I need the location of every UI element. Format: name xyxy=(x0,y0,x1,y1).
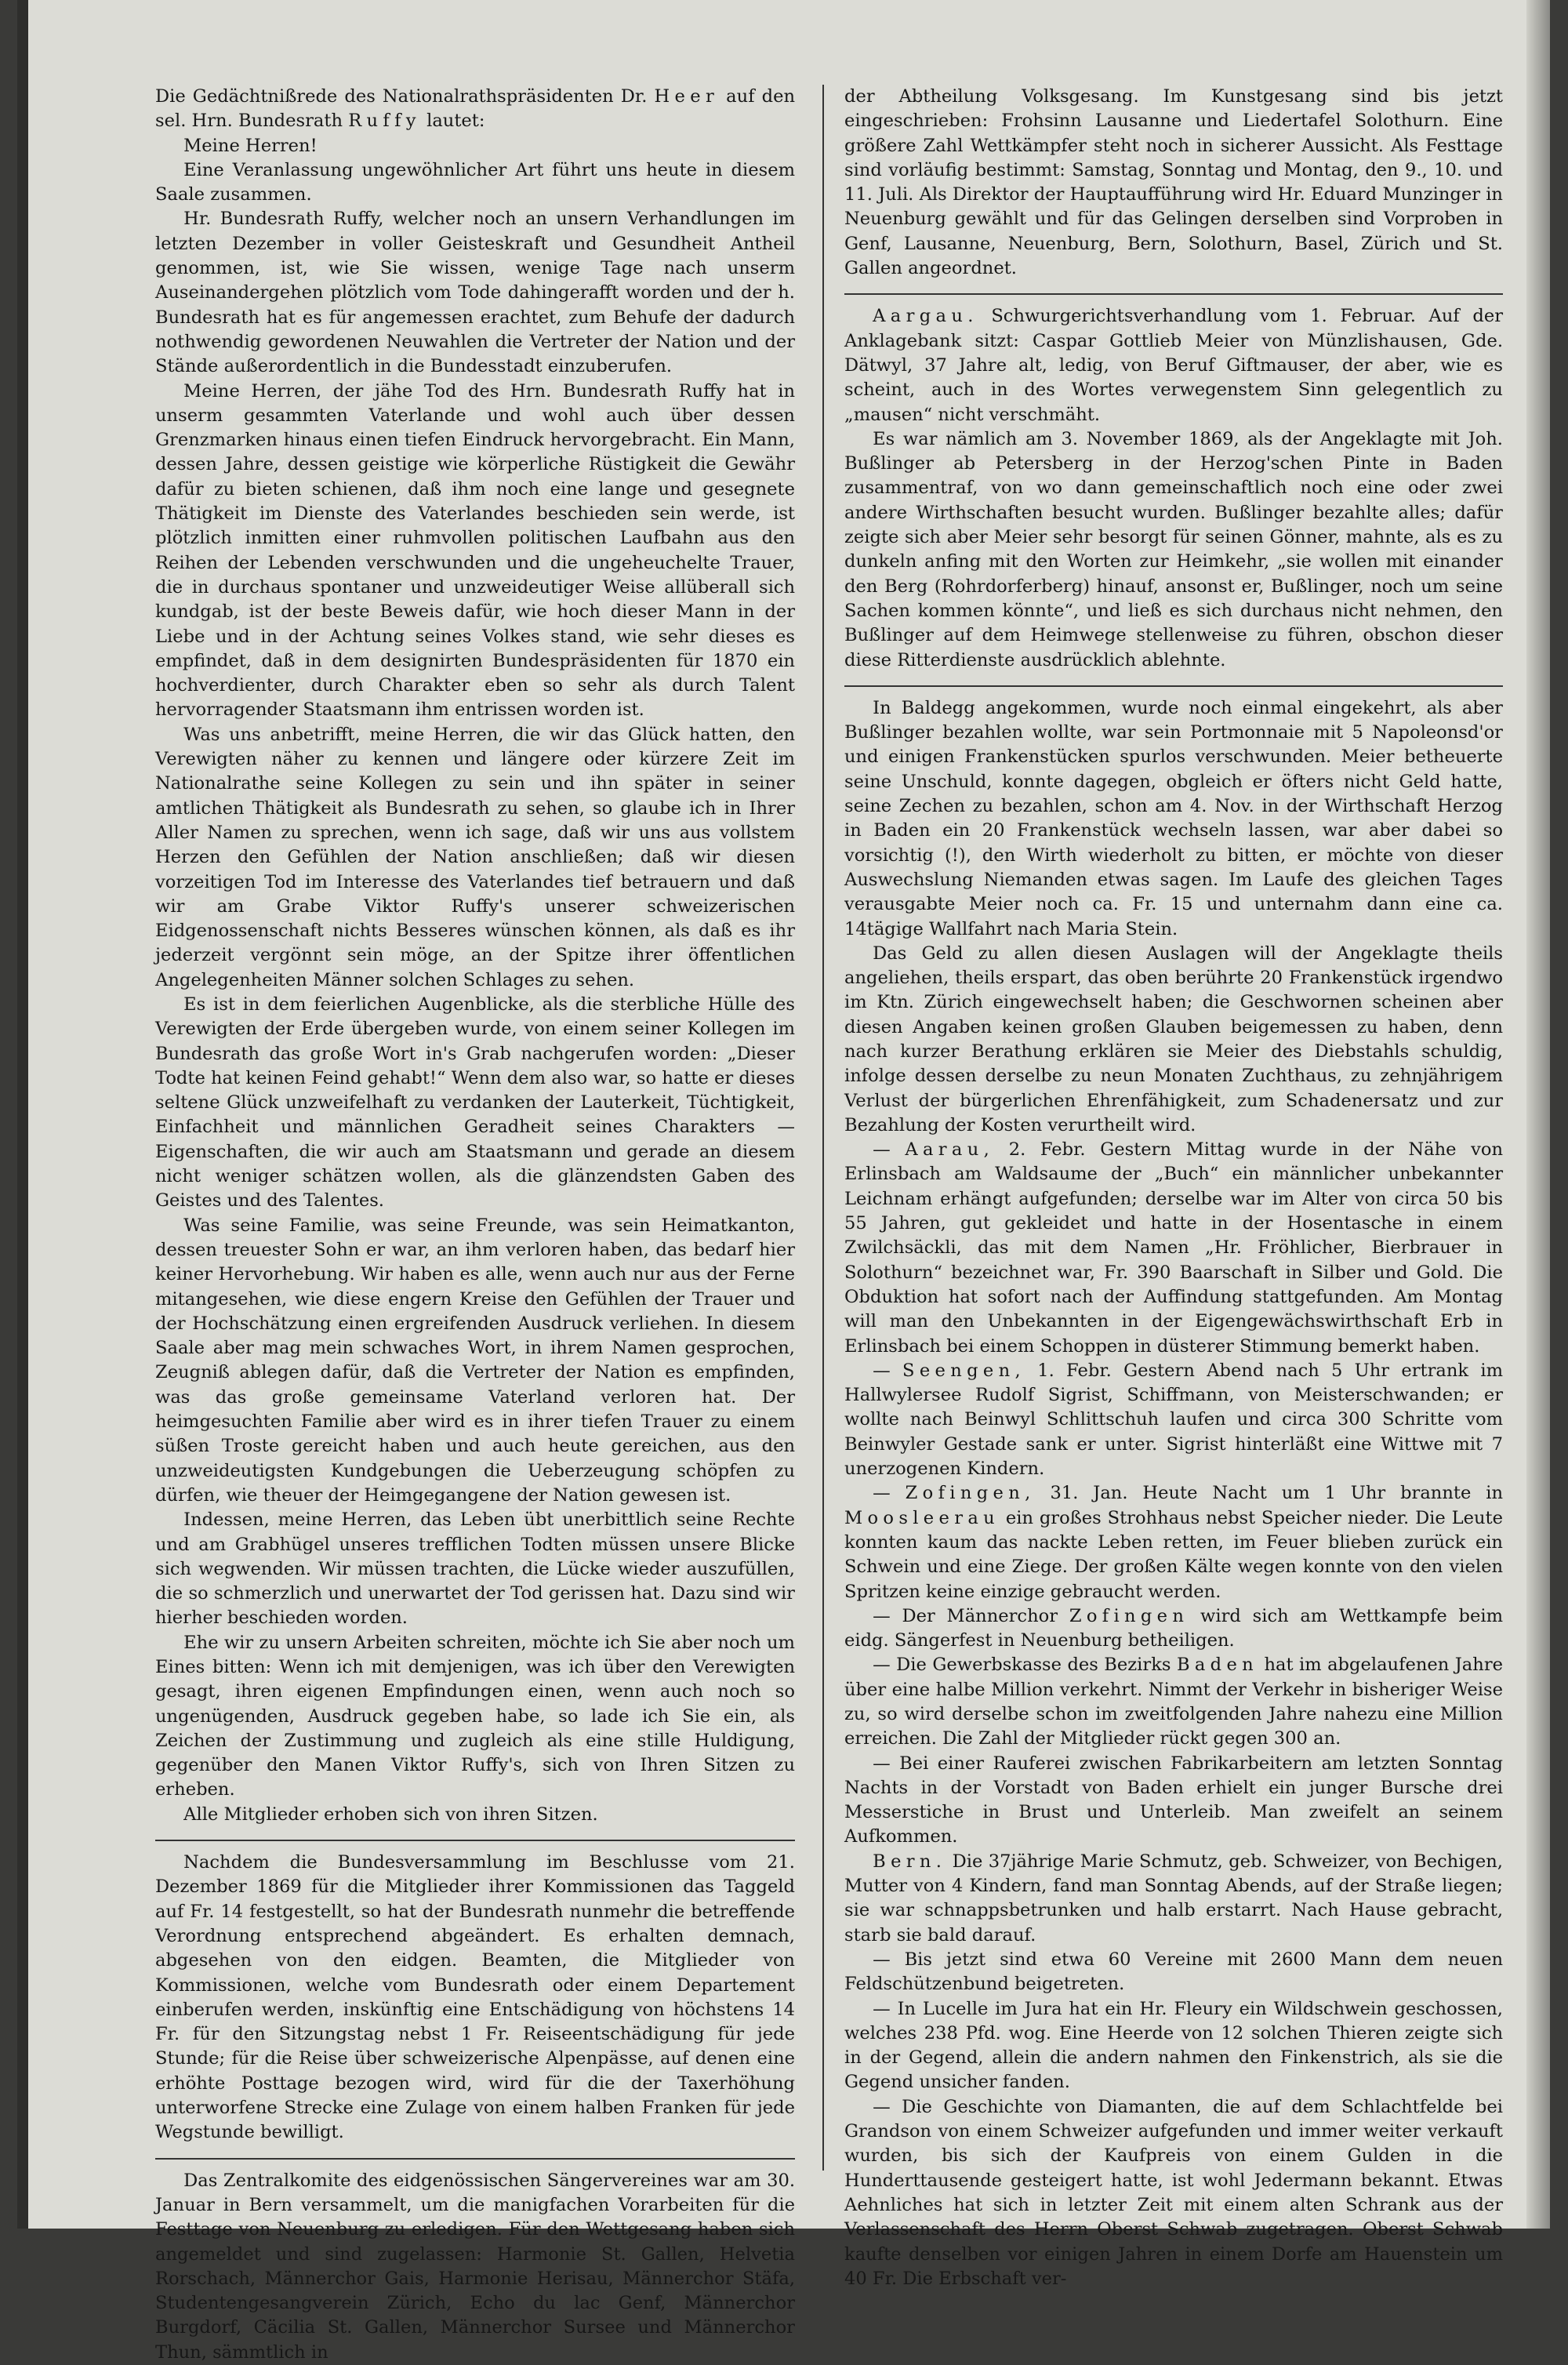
paragraph: Meine Herren, der jähe Tod des Hrn. Bundesrath Ruffy hat in unserm gesammten Vaterlande und wohl auch über dessen Grenzmarken hinaus einen tiefen Eindruck hervorgebracht. Ein Mann, dessen Jahre, dessen geistige wie körperliche Rüstigkeit die Gewähr dafür zu bieten schienen, daß ihm noch eine lange und gesegnete Thätigkeit im Dienste des Vaterlandes beschieden sein werde, ist plötzlich inmitten einer ruhmvollen politischen Laufbahn aus den Reihen der Lebenden verschwunden und die ungeheuchelte Trauer, die in durchaus spontaner und unzweideutiger Weise allüberall sich kundgab, ist der beste Beweis dafür, wie hoch dieser Mann in der Liebe und in der Achtung seines Volkes stand, wie sehr dieses es empfindet, daß in dem designirten Bundespräsidenten für 1870 ein hochverdienter, durch Charakter eben so sehr als durch Talent hervorragender Staatsmann ihm entrissen worden ist. xyxy=(155,380,795,721)
paragraph: Indessen, meine Herren, das Leben übt unerbittlich seine Rechte und am Grabhügel unseres trefflichen Todten müssen unsere Blicke sich wegwenden. Wir müssen trachten, die Lücke wieder auszufüllen, die so schmerzlich und unerwartet der Tod gerissen hat. Dazu sind wir hierher beschieden worden. xyxy=(155,1509,795,1629)
salutation: Meine Herren! xyxy=(183,135,318,156)
paragraph: Alle Mitglieder erhoben sich von ihren Sitzen. xyxy=(183,1804,598,1825)
section-rule xyxy=(155,2158,795,2160)
news-item: — Die Gewerbskasse des Bezirks Baden hat im abgelaufenen Jahre über eine halbe Million verkehrt. Nimmt der Verkehr in bisheriger Weise zu, so wird derselbe schon im zweitfolgenden Jahre nahezu eine Million erreichen. Die Zahl der Mitglieder rückt gegen 300 an. xyxy=(844,1655,1503,1749)
news-item: — Bis jetzt sind etwa 60 Vereine mit 2600 Mann dem neuen Feldschützenbund beigetreten. xyxy=(844,1949,1503,1995)
binding-shadow xyxy=(17,0,28,2229)
page-edge xyxy=(1526,0,1550,2229)
news-item: — Seengen, 1. Febr. Gestern Abend nach 5 Uhr ertrank im Hallwylersee Rudolf Sigrist, Schiffmann, von Meisterschwanden; er wollte nach Beinwyl Schlittschuh laufen und circa 300 Schritte vom Beinwyler Gestade sank er unter. Sigrist hinterläßt eine Wittwe mit 7 unerzogenen Kindern. xyxy=(844,1360,1504,1480)
section-rule xyxy=(155,1840,795,1841)
paragraph: Es ist in dem feierlichen Augenblicke, als die sterbliche Hülle des Verewigten der Erde übergeben wurde, von einem seiner Kollegen im Bundesrath das große Wort in's Grab nachgerufen worden: „Dieser Todte hat keinen Feind gehabt!“ Wenn dem also war, so hatte er dieses seltene Glück unzweifelhaft zu verdanken der Lauterkeit, Tüchtigkeit, Einfachheit und männlichen Geradheit seines Charakters — Eigenschaften, die wir auch am Staatsmann und gerade an diesem nicht weniger schätzen wollen, als die glänzendsten Gaben des Geistes und des Talentes. xyxy=(155,994,795,1212)
news-item: — Aarau, 2. Febr. Gestern Mittag wurde in der Nähe von Erlinsbach am Waldsaume der „Buch“ ein männlicher unbekannter Leichnam erhängt aufgefunden; derselbe war im Alter von circa 50 bis 55 Jahren, gut gekleidet und hatte in der Hosentasche in einem Zwilchsäckli, das mit dem Namen „Hr. Fröhlicher, Bierbrauer in Solothurn“ bezeichnet war, Fr. 390 Baarschaft in Silber und Gold. Die Obduktion hat sofort nach der Auffindung stattgefunden. Am Montag will man den Unbekannten in der Eigengewächswirthschaft Erb in Erlinsbach bei einem Schoppen in düsterer Stimmung bemerkt haben. xyxy=(844,1139,1503,1357)
paragraph: der Abtheilung Volksgesang. Im Kunstgesang sind bis jetzt eingeschrieben: Frohsinn Lausanne und Liedertafel Solothurn. Eine größere Zahl Wettkämpfer steht noch in sicherer Aussicht. Als Festtage sind vorläufig bestimmt: Samstag, Sonntag und Montag, den 9., 10. und 11. Juli. Als Direktor der Hauptaufführung wird Hr. Eduard Munzinger in Neuenburg gewählt und für das Gelingen derselben sind Vorproben in Genf, Lausanne, Neuenburg, Bern, Solothurn, Basel, Zürich und St. Gallen angeordnet. xyxy=(844,86,1503,279)
section-rule xyxy=(844,293,1503,295)
news-item: — In Lucelle im Jura hat ein Hr. Fleury ein Wildschwein geschossen, welches 238 Pfd. wog. Eine Heerde von 12 solchen Thieren zeigte sich in der Gegend, allein die andern nahmen den Finkenstrich, als sie die Gegend unsicher fanden. xyxy=(844,1998,1503,2093)
news-item: — Zofingen, 31. Jan. Heute Nacht um 1 Uhr brannte in Moosleerau ein großes Strohhaus nebst Speicher nieder. Die Leute konnten kaum das nackte Leben retten, im Feuer blieben zurück ein Schwein und eine Ziege. Der großen Kälte wegen konnte von den vielen Spritzen keine einzige gebraucht werden. xyxy=(844,1483,1503,1602)
paragraph: Was uns anbetrifft, meine Herren, die wir das Glück hatten, den Verewigten näher zu kennen und längere oder kürzere Zeit im Nationalrathe seine Kollegen zu sein und ihn später in seiner amtlichen Thätigkeit als Bundesrath zu sehen, so glaube ich in Ihrer Aller Namen zu sprechen, wenn ich sage, daß wir uns aus vollstem Herzen den Gefühlen der Nation anschließen; daß wir diesen vorzeitigen Tod im Interesse des Vaterlandes tief betrauern und daß wir am Grabe Viktor Ruffy's unserer schweizerischen Eidgenossenschaft nichts Besseres wünschen können, als daß es ihr jederzeit vergönnt sein möge, an der Spitze ihrer öffentlichen Angelegenheiten Männer solchen Schlages zu sehen. xyxy=(155,724,795,990)
paragraph: Eine Veranlassung ungewöhnlicher Art führt uns heute in diesem Saale zusammen. xyxy=(155,159,795,205)
newspaper-page xyxy=(17,0,1550,2363)
news-item: — Die Geschichte von Diamanten, die auf dem Schlachtfelde bei Grandson von einem Schweizer aufgefunden und immer weiter verkauft wurden, bis sich der Kaufpreis von einem Gulden in die Hunderttausende gesteigert hatte, ist wohl Jedermann bekannt. Etwas Aehnliches hat sich in letzter Zeit mit einem alten Schrank aus der Verlassenschaft des Herrn Oberst Schwab zugetragen. Oberst Schwab kaufte denselben vor einigen Jahren in einem Dorfe am Hauenstein um 40 Fr. Die Erbschaft ver- xyxy=(844,2096,1503,2289)
section-rule xyxy=(844,685,1503,687)
news-item: Aargau. Schwurgerichtsverhandlung vom 1. Februar. Auf der Anklagebank sitzt: Caspar Gottlieb Meier von Münzlishausen, Gde. Dätwyl, 37 Jahre alt, ledig, von Beruf Giftmauser, der aber, wie es scheint, auch in des Wortes verwegenstem Sinn gelegentlich zu „mausen“ nicht verschmäht. xyxy=(844,306,1503,425)
news-item: — Der Männerchor Zofingen wird sich am Wettkampfe beim eidg. Sängerfest in Neuenburg betheiligen. xyxy=(844,1605,1503,1651)
paragraph: Es war nämlich am 3. November 1869, als der Angeklagte mit Joh. Bußlinger ab Petersberg in der Herzog'schen Pinte in Baden zusammentraf, von wo dann gemeinschaftlich noch eine oder zwei andere Wirthschaften besucht wurden. Bußlinger bezahlte alles; dafür zeigte sich aber Meier sehr besorgt für seinen Gönner, mahnte, als es zu dunkeln anfing mit den Worten zur Heimkehr, „sie wollen mit einander den Berg (Rohrdorferberg) hinauf, ansonst er, Bußlinger, noch um seine Sachen kommen könnte“, und ließ es sich durchaus nicht nehmen, den Bußlinger auf dem Heimwege stellenweise zu führen, obschon dieser diese Ritterdienste ausdrücklich ablehnte. xyxy=(844,428,1503,670)
paragraph: Das Zentralkomite des eidgenössischen Sängervereines war am 30. Januar in Bern versammelt, um die manigfachen Vorarbeiten für die Festtage von Neuenburg zu erledigen. Für den Wettgesang haben sich angemeldet und sind zugelassen: Harmonie St. Gallen, Helvetia Rorschach, Männerchor Gais, Harmonie Herisau, Männerchor Stäfa, Studentengesangverein Zürich, Echo du lac Genf, Männerchor Burgdorf, Cäcilia St. Gallen, Männerchor Sursee und Männerchor Thun, sämmtlich in xyxy=(155,2170,795,2363)
paragraph: Das Geld zu allen diesen Auslagen will der Angeklagte theils angeliehen, theils erspart, das oben berührte 20 Frankenstück irgendwo im Ktn. Zürich eingewechselt haben; die Geschwornen scheinen aber diesen Angaben keinen großen Glauben beigemessen zu haben, denn nach kurzer Berathung erklären sie Meier des Diebstahls schuldig, infolge dessen derselbe zu neun Monaten Zuchthaus, zu zehnjährigem Verlust der bürgerlichen Ehrenfähigkeit, zum Schadenersatz und zur Bezahlung der Kosten verurtheilt wird. xyxy=(844,943,1503,1135)
left-column xyxy=(155,85,796,2363)
news-item: Bern. Die 37jährige Marie Schmutz, geb. Schweizer, von Bechigen, Mutter von 4 Kindern, fand man Sonntag Abends, auf der Straße liegen; sie war schnappsbetrunken und halb erstarrt. Nach Hause gebracht, starb sie bald darauf. xyxy=(844,1851,1503,1945)
news-item: — Bei einer Rauferei zwischen Fabrikarbeitern am letzten Sonntag Nachts in der Vorstadt von Baden erhielt ein junger Bursche drei Messerstiche in Brust und Unterleib. Man zweifelt an seinem Aufkommen. xyxy=(844,1753,1503,1847)
paragraph: Nachdem die Bundesversammlung im Beschlusse vom 21. Dezember 1869 für die Mitglieder ihrer Kommissionen das Taggeld auf Fr. 14 festgestellt, so hat der Bundesrath nunmehr die betreffende Verordnung entsprechend abgeändert. Es erhalten demnach, abgesehen von den eidgen. Beamten, die Mitglieder von Kommissionen, welche vom Bundesrath oder einem Departement einberufen werden, inskünftig eine Entschädigung von höchstens 14 Fr. für den Sitzungstag nebst 1 Fr. Reiseentschädigung für jede Stunde; für die Reise über schweizerische Alpenpässe, auf denen eine erhöhte Posttage bezogen wird, wird für die der Taxerhöhung unterworfene Strecke eine Zulage von einem halben Franken für jede Wegstunde bewilligt. xyxy=(155,1852,795,2143)
column-divider xyxy=(822,85,824,2171)
paragraph: Hr. Bundesrath Ruffy, welcher noch an unsern Verhandlungen im letzten Dezember in voller Geisteskraft und Gesundheit Antheil genommen, ist, wie Sie wissen, wenige Tage nach unserm Auseinandergehen plötzlich vom Tode dahingerafft worden und der h. Bundesrath hat es für angemessen erachtet, zum Behufe der dadurch nothwendig gewordenen Neuwahlen die Vertreter der Nation und der Stände außerordentlich in die Bundesstadt einzuberufen. xyxy=(155,209,795,377)
paragraph: Ehe wir zu unsern Arbeiten schreiten, möchte ich Sie aber noch um Eines bitten: Wenn ich mit demjenigen, was ich über den Verewigten gesagt, ihren eigenen Empfindungen einen, wenn auch noch so ungenügenden, Ausdruck gegeben habe, so lade ich Sie ein, als Zeichen der Zustimmung und zugleich als eine stille Huldigung, gegenüber den Manen Viktor Ruffy's, sich von Ihren Sitzen zu erheben. xyxy=(155,1632,795,1800)
right-column xyxy=(844,85,1504,2289)
article-heading: Die Gedächtnißrede des Nationalrathspräsidenten Dr. Heer auf den sel. Hrn. Bundesrath Ruffy lautet: xyxy=(155,86,796,132)
paragraph: In Baldegg angekommen, wurde noch einmal eingekehrt, als aber Bußlinger bezahlen wollte, war sein Portmonnaie mit 5 Napoleonsd'or und einigen Frankenstücken spurlos verschwunden. Meier betheuerte seine Unschuld, konnte dagegen, obgleich er öfters nicht Geld hatte, seine Zechen zu bezahlen, schon am 4. Nov. in der Wirthschaft Herzog in Baden ein 20 Frankenstück wechseln lassen, war aber dabei so vorsichtig (!), den Wirth wiederholt zu bitten, er möchte von dieser Auswechslung Niemanden etwas sagen. Im Laufe des gleichen Tages verausgabte Meier noch ca. Fr. 15 und unternahm dann eine ca. 14tägige Wallfahrt nach Maria Stein. xyxy=(844,697,1503,939)
paragraph: Was seine Familie, was seine Freunde, was sein Heimatkanton, dessen treuester Sohn er war, an ihm verloren haben, das bedarf hier keiner Hervorhebung. Wir haben es alle, wenn auch nur aus der Ferne mitangesehen, wie diese engern Kreise den Gefühlen der Trauer und der Hochschätzung einen ergreifenden Ausdruck verliehen. In diesem Saale aber mag mein schwaches Wort, in ihrem Namen gesprochen, Zeugniß ablegen dafür, daß die Vertreter der Nation es empfinden, was das große gemeinsame Vaterland verloren hat. Der heimgesuchten Familie aber wird es in ihrer tiefen Trauer zu einem süßen Troste gereicht haben und auch heute gereichen, aus den unzweideutigsten Kundgebungen die Ueberzeugung schöpfen zu dürfen, wie theuer der Heimgegangene der Nation gewesen ist. xyxy=(155,1215,795,1506)
